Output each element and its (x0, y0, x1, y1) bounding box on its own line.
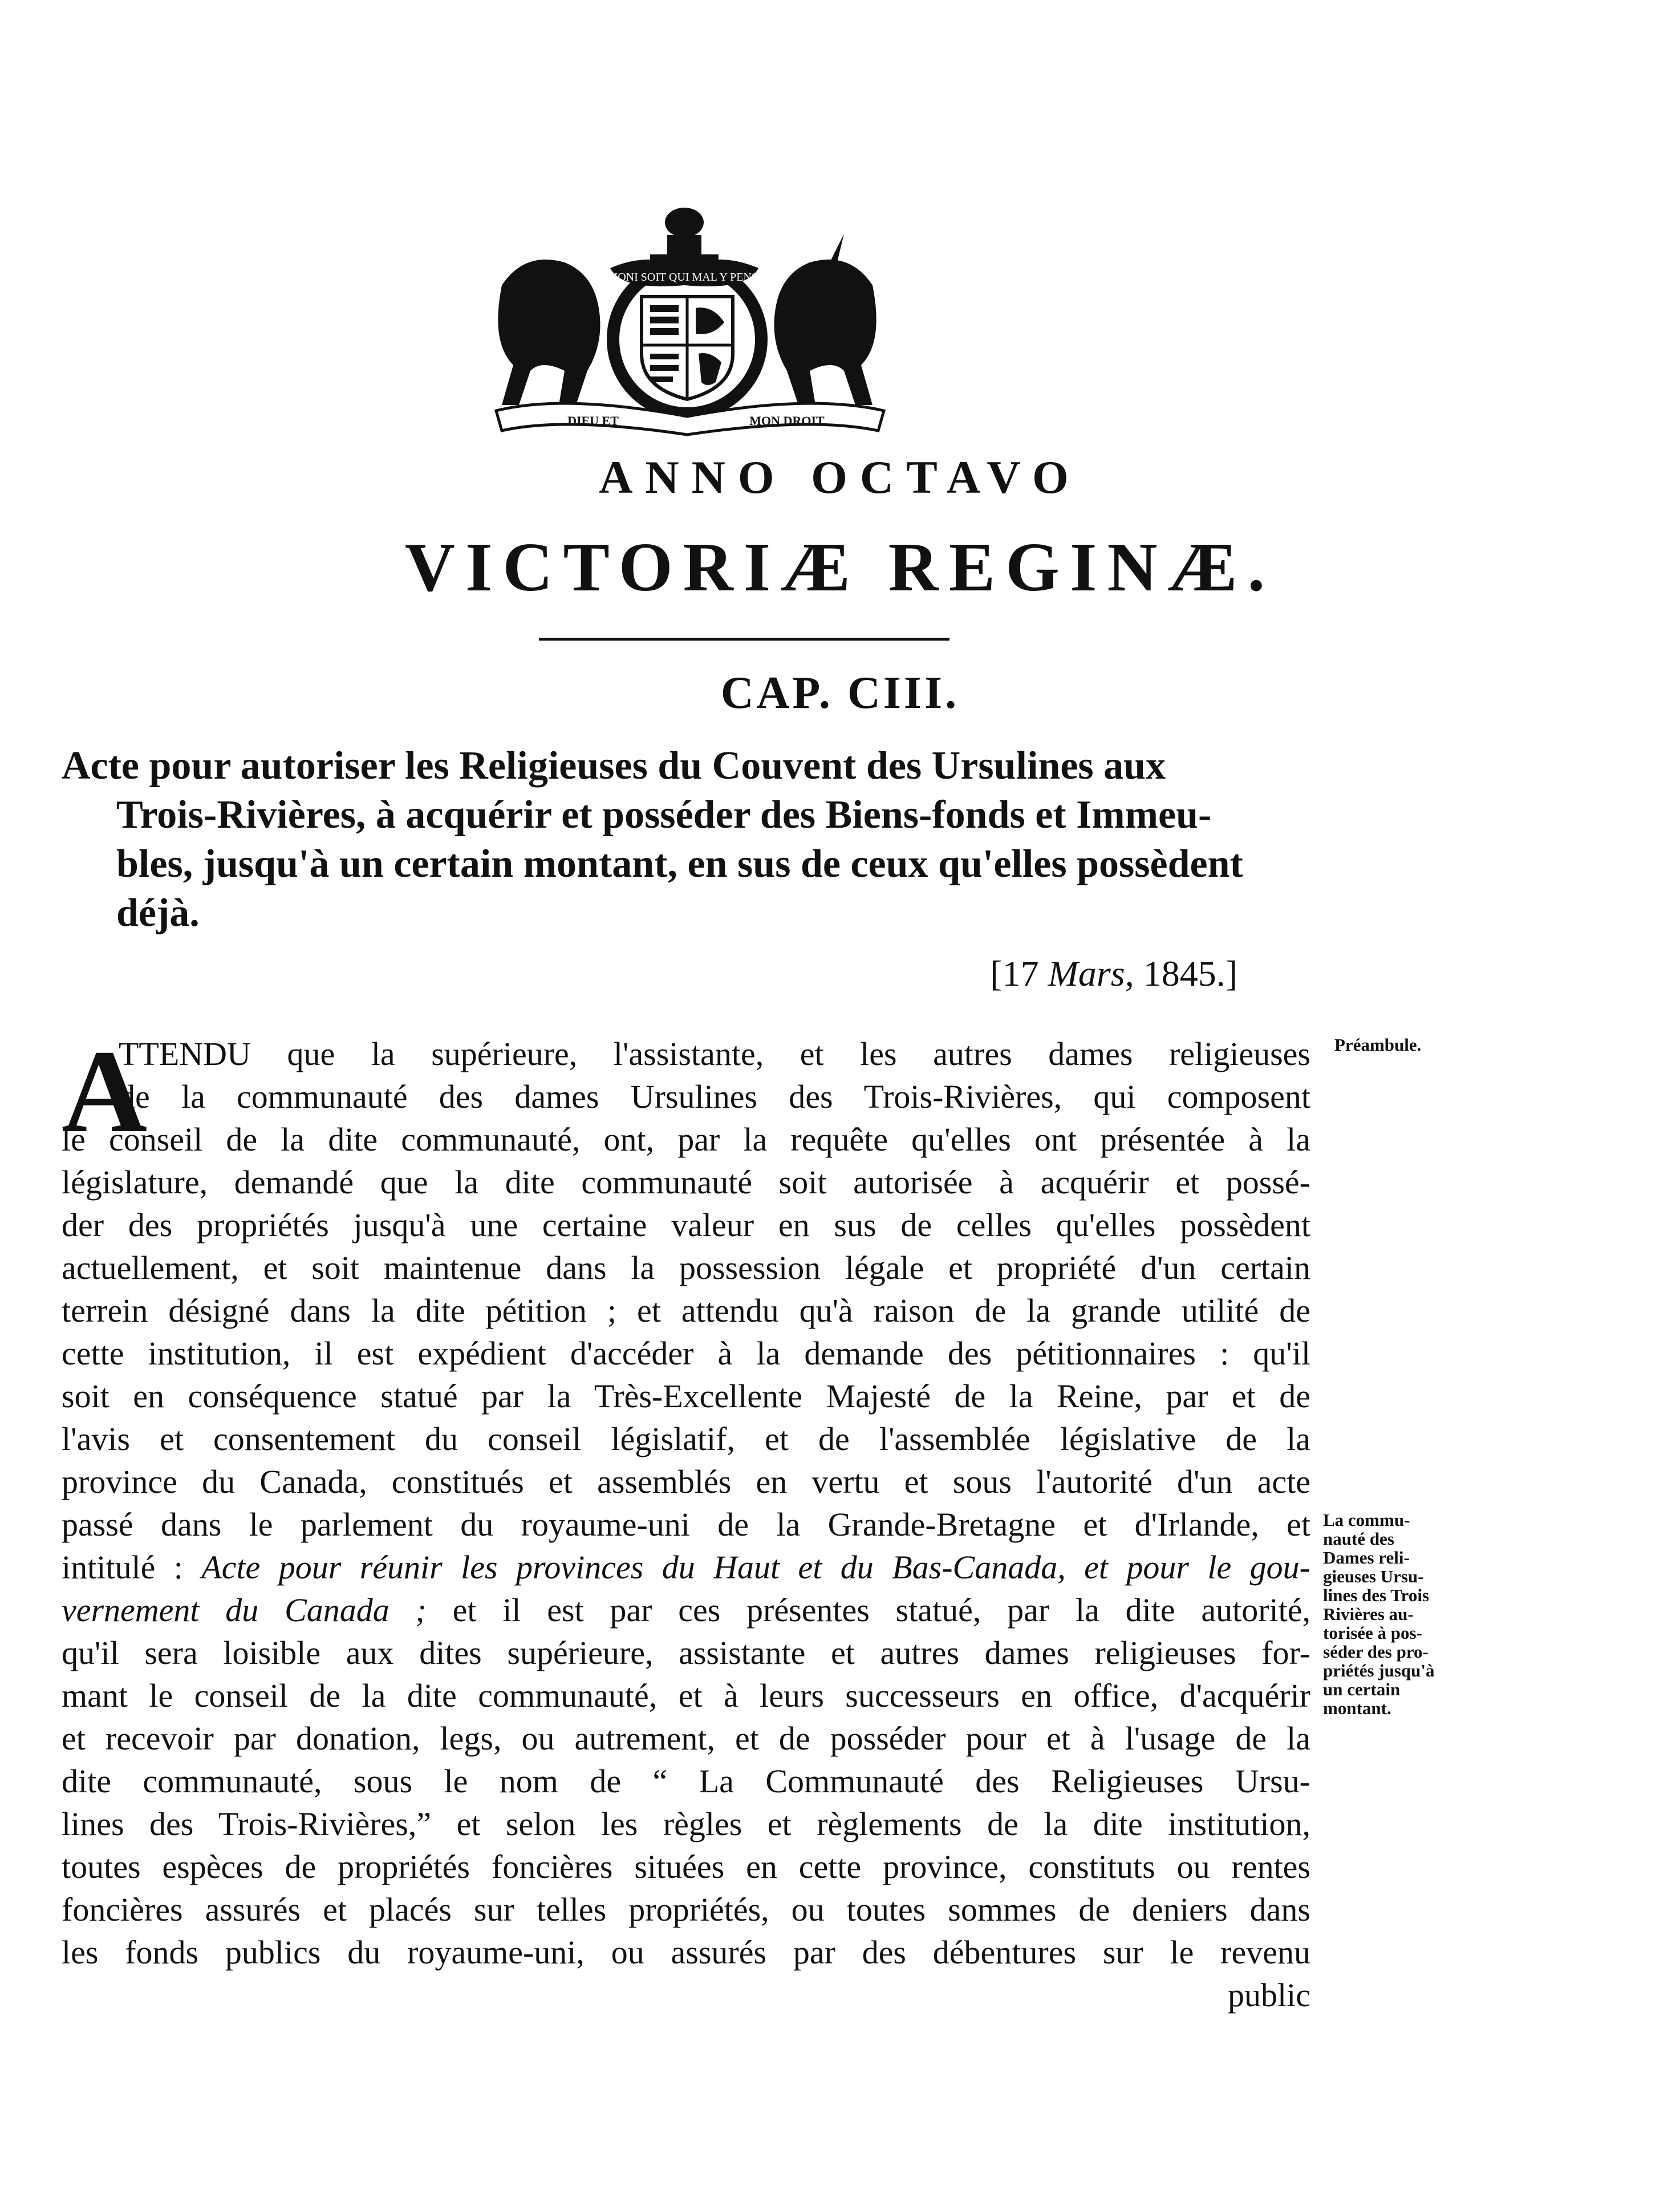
body-line: dite communauté, sous le nom de “ La Communauté des Religieuses Ursu- (62, 1763, 1310, 1800)
margin-note-line: montant. (1323, 1698, 1391, 1718)
body-line: mant le conseil de la dite communauté, et à leurs successeurs en office, d'acquérir (62, 1677, 1310, 1714)
body-line: les fonds publics du royaume-uni, ou assurés par des débentures sur le revenu (62, 1934, 1310, 1971)
date-close: , 1845.] (1125, 953, 1237, 994)
act-citation-italic: Acte pour réunir les provinces du Haut et du Bas-Canada, et pour le gou- (201, 1549, 1310, 1586)
margin-note-line: priétés jusqu'à (1323, 1661, 1435, 1680)
act-body-text (62, 1026, 1311, 2016)
body-line: actuellement, et soit maintenue dans la possession légale et propriété d'un certain (62, 1249, 1310, 1286)
heading-rule (539, 638, 949, 641)
margin-note-line: Dames reli- (1323, 1548, 1410, 1568)
body-text: et il est par ces présentes statué, par la dite autorité, (426, 1591, 1311, 1629)
drop-cap: A (62, 1026, 148, 1157)
body-line: lines des Trois-Rivières,” et selon les règles et règlements de la dite institution, (62, 1805, 1310, 1842)
motto-left: DIEU ET (567, 414, 619, 428)
royal-coat-of-arms (479, 200, 895, 439)
margin-note-line: lines des Trois (1323, 1585, 1430, 1605)
victoriae-reginae-heading: VICTORIÆ REGINÆ. (404, 529, 1276, 606)
body-line: l'avis et consentement du conseil législatif, et de l'assemblée législative de la (62, 1420, 1310, 1457)
margin-note-line: séder des pro- (1323, 1642, 1429, 1662)
catchword: public (1228, 1977, 1310, 2014)
act-citation-italic: vernement du Canada ; (62, 1591, 427, 1629)
body-line: et recevoir par donation, legs, ou autrement, et de posséder pour et à l'usage de la (62, 1720, 1310, 1757)
title-line: Trois-Rivières, à acquérir et posséder des Biens-fonds et Immeu- (116, 793, 1212, 837)
body-line: toutes espèces de propriétés foncières situées en cette province, constituts ou rentes (62, 1848, 1310, 1885)
title-line: Acte pour autoriser les Religieuses du Couvent des Ursulines aux (62, 744, 1166, 788)
title-line: déjà. (116, 891, 200, 935)
body-line (62, 1589, 1310, 1631)
body-line: terrein désigné dans la dite pétition ; et attendu qu'à raison de la grande utilité de (62, 1292, 1310, 1329)
body-line: passé dans le parlement du royaume-uni de la Grande-Bretagne et d'Irlande, et (62, 1506, 1310, 1543)
chapter-number: CAP. CIII. (720, 668, 960, 718)
body-line: soit en conséquence statué par la Très-Excellente Majesté de la Reine, par et de (62, 1378, 1310, 1415)
margin-note-line: un certain (1323, 1679, 1401, 1699)
margin-note-line: Préambule. (1334, 1035, 1422, 1055)
motto-right: MON DROIT (749, 414, 825, 428)
body-line: province du Canada, constitués et assemblés en vertu et sous l'autorité d'un acte (62, 1463, 1310, 1500)
body-text: intitulé : (62, 1549, 202, 1586)
body-line (62, 1546, 1310, 1589)
body-line: foncières assurés et placés sur telles propriétés, ou toutes sommes de deniers dans (62, 1891, 1310, 1928)
margin-note-line: La commu- (1323, 1510, 1410, 1530)
body-line: de la communauté des dames Ursulines des Trois-Rivières, qui composent (119, 1078, 1310, 1115)
margin-note-line: gieuses Ursu- (1323, 1566, 1424, 1586)
body-line: qu'il sera loisible aux dites supérieure, assistante et autres dames religieuses for- (62, 1634, 1310, 1671)
body-line: le conseil de la dite communauté, ont, par la requête qu'elles ont présentée à la (62, 1121, 1310, 1158)
act-title (62, 742, 1316, 938)
margin-note-preambule (1334, 1035, 1483, 1054)
garter-text: HONI SOIT QUI MAL Y PENSE (609, 271, 765, 284)
margin-note-community (1323, 1510, 1471, 1718)
body-line: der des propriétés jusqu'à une certaine valeur en sus de celles qu'elles possèdent (62, 1206, 1310, 1244)
margin-note-line: Rivières au- (1323, 1604, 1414, 1624)
margin-note-line: nauté des (1323, 1529, 1394, 1549)
margin-note-line: torisée à pos- (1323, 1623, 1422, 1643)
date-open: [17 (990, 953, 1048, 994)
assent-date (969, 953, 1237, 995)
body-line: cette institution, il est expédient d'accéder à la demande des pétitionnaires : qu'il (62, 1335, 1310, 1372)
anno-octavo-heading: ANNO OCTAVO (599, 451, 1081, 503)
date-month: Mars (1048, 953, 1125, 994)
body-line: TTENDU que la supérieure, l'assistante, et les autres dames religieuses (119, 1035, 1310, 1072)
body-line: législature, demandé que la dite communauté soit autorisée à acquérir et possé- (62, 1164, 1310, 1201)
title-line: bles, jusqu'à un certain montant, en sus de ceux qu'elles possèdent (116, 842, 1243, 886)
